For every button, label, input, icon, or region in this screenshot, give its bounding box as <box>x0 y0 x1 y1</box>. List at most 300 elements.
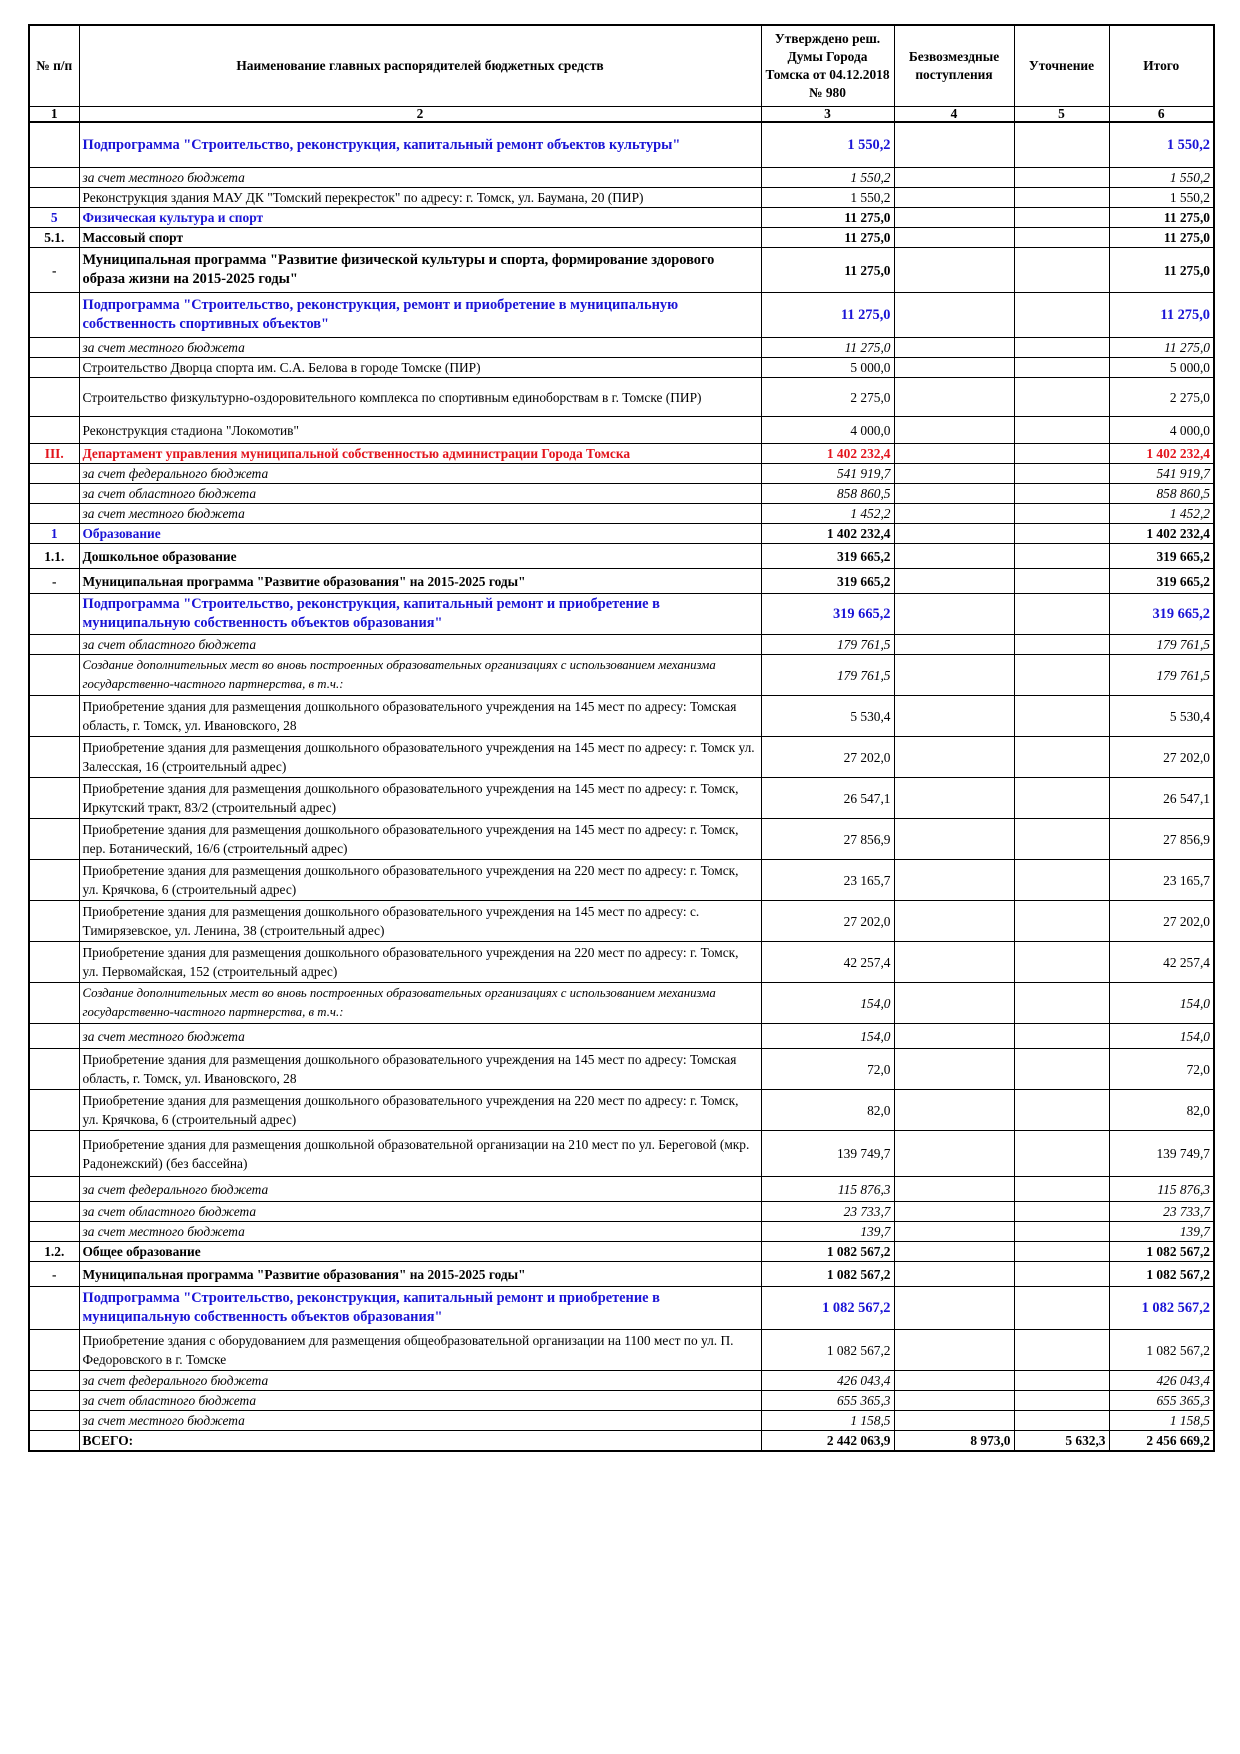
row-grants <box>894 860 1014 901</box>
row-grants <box>894 417 1014 444</box>
table-row <box>29 983 1214 1024</box>
row-name: за счет местного бюджета <box>79 504 761 524</box>
table-row <box>29 1262 1214 1287</box>
row-total: 858 860,5 <box>1109 484 1214 504</box>
row-adjust <box>1014 1049 1109 1090</box>
row-total: 1 082 567,2 <box>1109 1242 1214 1262</box>
table-row <box>29 228 1214 248</box>
row-number <box>29 635 79 655</box>
row-number <box>29 983 79 1024</box>
row-total: 426 043,4 <box>1109 1371 1214 1391</box>
column-index: 3 <box>761 107 894 123</box>
row-total: 23 165,7 <box>1109 860 1214 901</box>
row-total: 11 275,0 <box>1109 208 1214 228</box>
row-grants <box>894 635 1014 655</box>
row-grants <box>894 188 1014 208</box>
row-grants <box>894 248 1014 293</box>
table-row <box>29 208 1214 228</box>
row-grants <box>894 1287 1014 1330</box>
column-index: 5 <box>1014 107 1109 123</box>
row-grants <box>894 594 1014 635</box>
table-row <box>29 188 1214 208</box>
row-approved: 319 665,2 <box>761 544 894 569</box>
header-row <box>29 25 1214 107</box>
row-approved: 655 365,3 <box>761 1391 894 1411</box>
table-row <box>29 737 1214 778</box>
row-total: 115 876,3 <box>1109 1177 1214 1202</box>
row-adjust <box>1014 464 1109 484</box>
table-row <box>29 1177 1214 1202</box>
row-grants <box>894 1049 1014 1090</box>
row-grants <box>894 1177 1014 1202</box>
row-name: Строительство Дворца спорта им. С.А. Белова в городе Томске (ПИР) <box>79 358 761 378</box>
row-name: Массовый спорт <box>79 228 761 248</box>
row-adjust <box>1014 504 1109 524</box>
row-number <box>29 1330 79 1371</box>
row-name: Создание дополнительных мест во вновь построенных образовательных организациях с использованием механизма государственно-частного партнерства, в т.ч.: <box>79 983 761 1024</box>
row-grants <box>894 208 1014 228</box>
table-row <box>29 248 1214 293</box>
row-adjust <box>1014 1177 1109 1202</box>
row-adjust <box>1014 417 1109 444</box>
row-total: 1 550,2 <box>1109 122 1214 168</box>
row-approved: 11 275,0 <box>761 208 894 228</box>
table-row <box>29 860 1214 901</box>
row-adjust <box>1014 248 1109 293</box>
row-grants <box>894 378 1014 417</box>
row-number <box>29 594 79 635</box>
table-row <box>29 122 1214 168</box>
row-name: Подпрограмма "Строительство, реконструкция, ремонт и приобретение в муниципальную собственность спортивных объектов" <box>79 293 761 338</box>
table-row <box>29 1090 1214 1131</box>
row-approved: 82,0 <box>761 1090 894 1131</box>
row-approved: 1 550,2 <box>761 168 894 188</box>
row-name: за счет местного бюджета <box>79 338 761 358</box>
row-grants <box>894 338 1014 358</box>
row-approved: 11 275,0 <box>761 338 894 358</box>
row-total: 319 665,2 <box>1109 594 1214 635</box>
total-sum: 2 456 669,2 <box>1109 1431 1214 1452</box>
row-approved: 5 000,0 <box>761 358 894 378</box>
row-name: Приобретение здания для размещения дошкольного образовательного учреждения на 220 мест по адресу: г. Томск, ул. Крячкова, 6 (строительный адрес) <box>79 1090 761 1131</box>
row-number <box>29 1222 79 1242</box>
table-row <box>29 484 1214 504</box>
table-row <box>29 594 1214 635</box>
row-approved: 858 860,5 <box>761 484 894 504</box>
row-number <box>29 1371 79 1391</box>
table-row <box>29 444 1214 464</box>
row-number <box>29 464 79 484</box>
row-total: 5 530,4 <box>1109 696 1214 737</box>
table-row <box>29 778 1214 819</box>
row-adjust <box>1014 444 1109 464</box>
row-name: Департамент управления муниципальной собственностью администрации Города Томска <box>79 444 761 464</box>
row-name: за счет местного бюджета <box>79 1024 761 1049</box>
row-total: 72,0 <box>1109 1049 1214 1090</box>
row-name: Приобретение здания для размещения дошкольного образовательного учреждения на 145 мест по адресу: г. Томск, Иркутский тракт, 83/2 (строительный адрес) <box>79 778 761 819</box>
row-adjust <box>1014 188 1109 208</box>
row-name: Общее образование <box>79 1242 761 1262</box>
row-number <box>29 417 79 444</box>
row-name: Создание дополнительных мест во вновь построенных образовательных организациях с использованием механизма государственно-частного партнерства, в т.ч.: <box>79 655 761 696</box>
row-adjust <box>1014 1287 1109 1330</box>
row-number <box>29 1411 79 1431</box>
row-total: 1 082 567,2 <box>1109 1262 1214 1287</box>
row-approved: 1 550,2 <box>761 122 894 168</box>
row-name: за счет местного бюджета <box>79 1411 761 1431</box>
table-row <box>29 378 1214 417</box>
row-adjust <box>1014 1391 1109 1411</box>
row-approved: 23 165,7 <box>761 860 894 901</box>
row-grants <box>894 778 1014 819</box>
row-total: 1 402 232,4 <box>1109 444 1214 464</box>
table-row <box>29 655 1214 696</box>
row-adjust <box>1014 1090 1109 1131</box>
row-adjust <box>1014 544 1109 569</box>
row-approved: 1 402 232,4 <box>761 444 894 464</box>
row-adjust <box>1014 1242 1109 1262</box>
row-grants <box>894 1330 1014 1371</box>
row-adjust <box>1014 122 1109 168</box>
row-grants <box>894 122 1014 168</box>
table-row <box>29 1222 1214 1242</box>
table-row <box>29 1391 1214 1411</box>
row-approved: 1 082 567,2 <box>761 1287 894 1330</box>
row-number <box>29 1049 79 1090</box>
row-name: за счет федерального бюджета <box>79 464 761 484</box>
total-num <box>29 1431 79 1452</box>
row-number <box>29 655 79 696</box>
table-row <box>29 696 1214 737</box>
table-row <box>29 819 1214 860</box>
row-number <box>29 1131 79 1177</box>
table-body <box>29 122 1214 1431</box>
row-approved: 1 452,2 <box>761 504 894 524</box>
row-adjust <box>1014 358 1109 378</box>
table-row <box>29 942 1214 983</box>
row-name: за счет местного бюджета <box>79 168 761 188</box>
row-number <box>29 696 79 737</box>
row-grants <box>894 1222 1014 1242</box>
row-number <box>29 737 79 778</box>
row-number: - <box>29 569 79 594</box>
row-number: III. <box>29 444 79 464</box>
row-total: 1 082 567,2 <box>1109 1287 1214 1330</box>
row-name: Муниципальная программа "Развитие образования" на 2015-2025 годы" <box>79 569 761 594</box>
row-number: 5 <box>29 208 79 228</box>
row-adjust <box>1014 293 1109 338</box>
row-approved: 179 761,5 <box>761 635 894 655</box>
row-name: Реконструкция здания МАУ ДК "Томский перекресток" по адресу: г. Томск, ул. Баумана, 20 (ПИР) <box>79 188 761 208</box>
row-total: 319 665,2 <box>1109 569 1214 594</box>
row-grants <box>894 358 1014 378</box>
row-grants <box>894 655 1014 696</box>
row-approved: 1 082 567,2 <box>761 1330 894 1371</box>
row-number <box>29 1287 79 1330</box>
row-approved: 27 202,0 <box>761 737 894 778</box>
table-row <box>29 168 1214 188</box>
row-approved: 23 733,7 <box>761 1202 894 1222</box>
row-name: Строительство физкультурно-оздоровительного комплекса по спортивным единоборствам в г. Томске (ПИР) <box>79 378 761 417</box>
row-name: Физическая культура и спорт <box>79 208 761 228</box>
row-name: Муниципальная программа "Развитие физической культуры и спорта, формирование здорового образа жизни на 2015-2025 годы" <box>79 248 761 293</box>
row-adjust <box>1014 228 1109 248</box>
row-name: Приобретение здания с оборудованием для размещения общеобразовательной организации на 1100 мест по ул. П. Федоровского в г. Томске <box>79 1330 761 1371</box>
row-name: Приобретение здания для размещения дошкольного образовательного учреждения на 145 мест по адресу: с. Тимирязевское, ул. Ленина, 38 (строительный адрес) <box>79 901 761 942</box>
row-grants <box>894 901 1014 942</box>
row-number: - <box>29 248 79 293</box>
row-total: 655 365,3 <box>1109 1391 1214 1411</box>
row-grants <box>894 569 1014 594</box>
table-row <box>29 635 1214 655</box>
row-grants <box>894 1262 1014 1287</box>
row-grants <box>894 464 1014 484</box>
row-adjust <box>1014 635 1109 655</box>
table-row <box>29 293 1214 338</box>
row-approved: 26 547,1 <box>761 778 894 819</box>
row-grants <box>894 1371 1014 1391</box>
row-name: за счет областного бюджета <box>79 1202 761 1222</box>
row-grants <box>894 544 1014 569</box>
header-total: Итого <box>1109 25 1214 107</box>
row-adjust <box>1014 942 1109 983</box>
row-name: Приобретение здания для размещения дошкольного образовательного учреждения на 145 мест по адресу: г. Томск ул. Залесская, 16 (строительный адрес) <box>79 737 761 778</box>
table-row <box>29 1202 1214 1222</box>
row-approved: 11 275,0 <box>761 248 894 293</box>
row-total: 1 082 567,2 <box>1109 1330 1214 1371</box>
row-number: 5.1. <box>29 228 79 248</box>
row-number <box>29 122 79 168</box>
row-grants <box>894 504 1014 524</box>
row-adjust <box>1014 1330 1109 1371</box>
table-row <box>29 417 1214 444</box>
row-total: 154,0 <box>1109 1024 1214 1049</box>
table-row <box>29 524 1214 544</box>
header-adjust: Уточнение <box>1014 25 1109 107</box>
row-number <box>29 504 79 524</box>
row-grants <box>894 293 1014 338</box>
row-number <box>29 168 79 188</box>
table-row <box>29 569 1214 594</box>
row-name: Приобретение здания для размещения дошкольного образовательного учреждения на 145 мест по адресу: г. Томск, пер. Ботанический, 16/6 (строительный адрес) <box>79 819 761 860</box>
row-approved: 1 402 232,4 <box>761 524 894 544</box>
row-name: за счет федерального бюджета <box>79 1177 761 1202</box>
row-grants <box>894 1131 1014 1177</box>
row-total: 1 550,2 <box>1109 168 1214 188</box>
row-number <box>29 1391 79 1411</box>
row-total: 11 275,0 <box>1109 293 1214 338</box>
row-adjust <box>1014 778 1109 819</box>
row-grants <box>894 484 1014 504</box>
row-grants <box>894 444 1014 464</box>
row-grants <box>894 524 1014 544</box>
total-label: ВСЕГО: <box>79 1431 761 1452</box>
row-adjust <box>1014 594 1109 635</box>
row-total: 27 202,0 <box>1109 901 1214 942</box>
table-row <box>29 1242 1214 1262</box>
header-approved: Утверждено реш. Думы Города Томска от 04.12.2018 № 980 <box>761 25 894 107</box>
row-total: 11 275,0 <box>1109 228 1214 248</box>
row-approved: 139 749,7 <box>761 1131 894 1177</box>
row-grants <box>894 942 1014 983</box>
table-row <box>29 358 1214 378</box>
row-name: Образование <box>79 524 761 544</box>
row-number <box>29 1090 79 1131</box>
row-number <box>29 1202 79 1222</box>
table-row <box>29 1411 1214 1431</box>
row-grants <box>894 168 1014 188</box>
row-total: 4 000,0 <box>1109 417 1214 444</box>
table-row <box>29 1330 1214 1371</box>
row-approved: 4 000,0 <box>761 417 894 444</box>
row-grants <box>894 819 1014 860</box>
row-adjust <box>1014 1262 1109 1287</box>
row-number <box>29 338 79 358</box>
row-grants <box>894 983 1014 1024</box>
row-total: 139,7 <box>1109 1222 1214 1242</box>
column-index: 1 <box>29 107 79 123</box>
row-number <box>29 293 79 338</box>
row-grants <box>894 696 1014 737</box>
row-adjust <box>1014 1371 1109 1391</box>
row-total: 541 919,7 <box>1109 464 1214 484</box>
row-adjust <box>1014 696 1109 737</box>
row-name: Приобретение здания для размещения дошкольного образовательного учреждения на 145 мест по адресу: Томская область, г. Томск, ул. Ивановского, 28 <box>79 696 761 737</box>
row-number: 1 <box>29 524 79 544</box>
row-approved: 319 665,2 <box>761 569 894 594</box>
row-name: Муниципальная программа "Развитие образования" на 2015-2025 годы" <box>79 1262 761 1287</box>
row-adjust <box>1014 338 1109 358</box>
row-adjust <box>1014 860 1109 901</box>
table-row <box>29 504 1214 524</box>
row-total: 11 275,0 <box>1109 248 1214 293</box>
row-approved: 27 202,0 <box>761 901 894 942</box>
row-adjust <box>1014 1222 1109 1242</box>
header-name: Наименование главных распорядителей бюджетных средств <box>79 25 761 107</box>
row-name: Подпрограмма "Строительство, реконструкция, капитальный ремонт и приобретение в муниципальную собственность объектов образования" <box>79 594 761 635</box>
row-adjust <box>1014 378 1109 417</box>
table-row <box>29 901 1214 942</box>
budget-table-sheet <box>28 24 1213 1452</box>
row-approved: 179 761,5 <box>761 655 894 696</box>
row-number <box>29 942 79 983</box>
row-name: Дошкольное образование <box>79 544 761 569</box>
table-row <box>29 464 1214 484</box>
row-approved: 1 158,5 <box>761 1411 894 1431</box>
row-approved: 11 275,0 <box>761 293 894 338</box>
row-approved: 2 275,0 <box>761 378 894 417</box>
row-adjust <box>1014 983 1109 1024</box>
row-total: 1 158,5 <box>1109 1411 1214 1431</box>
row-number <box>29 819 79 860</box>
row-approved: 426 043,4 <box>761 1371 894 1391</box>
row-total: 1 452,2 <box>1109 504 1214 524</box>
row-adjust <box>1014 901 1109 942</box>
row-approved: 1 550,2 <box>761 188 894 208</box>
row-adjust <box>1014 168 1109 188</box>
header-grants: Безвозмездные поступления <box>894 25 1014 107</box>
row-name: Приобретение здания для размещения дошкольной образовательной организации на 210 мест по ул. Береговой (мкр. Радонежский) (без бассейна) <box>79 1131 761 1177</box>
row-number <box>29 188 79 208</box>
row-name: Приобретение здания для размещения дошкольного образовательного учреждения на 220 мест по адресу: г. Томск, ул. Крячкова, 6 (строительный адрес) <box>79 860 761 901</box>
row-name: Реконструкция стадиона "Локомотив" <box>79 417 761 444</box>
row-name: Приобретение здания для размещения дошкольного образовательного учреждения на 220 мест по адресу: г. Томск, ул. Первомайская, 152 (строительный адрес) <box>79 942 761 983</box>
row-adjust <box>1014 484 1109 504</box>
total-grants: 8 973,0 <box>894 1431 1014 1452</box>
row-approved: 42 257,4 <box>761 942 894 983</box>
row-total: 11 275,0 <box>1109 338 1214 358</box>
row-name: за счет областного бюджета <box>79 484 761 504</box>
row-total: 2 275,0 <box>1109 378 1214 417</box>
row-adjust <box>1014 1411 1109 1431</box>
row-approved: 27 856,9 <box>761 819 894 860</box>
table-row <box>29 544 1214 569</box>
total-row <box>29 1431 1214 1452</box>
row-approved: 1 082 567,2 <box>761 1242 894 1262</box>
row-number <box>29 901 79 942</box>
row-name: Приобретение здания для размещения дошкольного образовательного учреждения на 145 мест по адресу: Томская область, г. Томск, ул. Ивановского, 28 <box>79 1049 761 1090</box>
row-total: 154,0 <box>1109 983 1214 1024</box>
row-grants <box>894 228 1014 248</box>
row-total: 27 202,0 <box>1109 737 1214 778</box>
row-name: за счет областного бюджета <box>79 635 761 655</box>
row-adjust <box>1014 569 1109 594</box>
row-grants <box>894 1202 1014 1222</box>
row-number <box>29 1024 79 1049</box>
table-row <box>29 1024 1214 1049</box>
row-total: 139 749,7 <box>1109 1131 1214 1177</box>
row-total: 23 733,7 <box>1109 1202 1214 1222</box>
row-total: 26 547,1 <box>1109 778 1214 819</box>
row-name: за счет местного бюджета <box>79 1222 761 1242</box>
row-number: 1.2. <box>29 1242 79 1262</box>
row-adjust <box>1014 1202 1109 1222</box>
column-index-row <box>29 107 1214 123</box>
column-index: 4 <box>894 107 1014 123</box>
row-total: 5 000,0 <box>1109 358 1214 378</box>
row-total: 42 257,4 <box>1109 942 1214 983</box>
row-total: 1 550,2 <box>1109 188 1214 208</box>
row-number <box>29 1177 79 1202</box>
row-total: 179 761,5 <box>1109 635 1214 655</box>
row-total: 1 402 232,4 <box>1109 524 1214 544</box>
row-name: Подпрограмма "Строительство, реконструкция, капитальный ремонт объектов культуры" <box>79 122 761 168</box>
row-total: 27 856,9 <box>1109 819 1214 860</box>
total-approved: 2 442 063,9 <box>761 1431 894 1452</box>
row-adjust <box>1014 737 1109 778</box>
row-grants <box>894 1090 1014 1131</box>
budget-table <box>28 24 1215 1452</box>
row-name: Подпрограмма "Строительство, реконструкция, капитальный ремонт и приобретение в муниципальную собственность объектов образования" <box>79 1287 761 1330</box>
row-number: - <box>29 1262 79 1287</box>
table-row <box>29 1287 1214 1330</box>
row-name: за счет областного бюджета <box>79 1391 761 1411</box>
row-approved: 72,0 <box>761 1049 894 1090</box>
row-number <box>29 484 79 504</box>
row-adjust <box>1014 819 1109 860</box>
table-row <box>29 1371 1214 1391</box>
row-name: за счет федерального бюджета <box>79 1371 761 1391</box>
row-approved: 139,7 <box>761 1222 894 1242</box>
row-grants <box>894 1411 1014 1431</box>
row-number <box>29 860 79 901</box>
table-row <box>29 1049 1214 1090</box>
row-approved: 11 275,0 <box>761 228 894 248</box>
column-index: 6 <box>1109 107 1214 123</box>
row-approved: 115 876,3 <box>761 1177 894 1202</box>
row-adjust <box>1014 655 1109 696</box>
header-num: № п/п <box>29 25 79 107</box>
